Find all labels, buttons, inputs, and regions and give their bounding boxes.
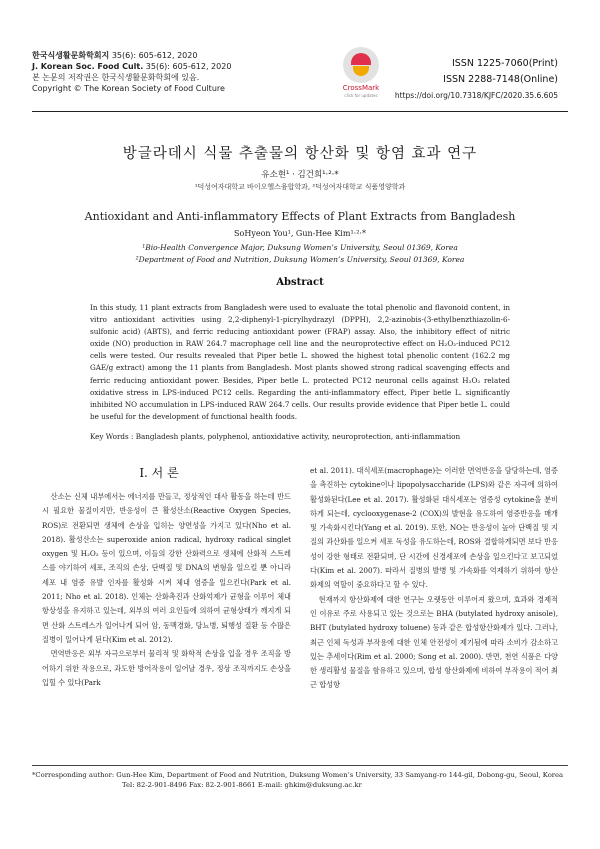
body-paragraph: et al. 2011). 대식세포(macrophage)는 이러한 면역반응을 담당하는데, 염증을 촉진하는 cytokine이나 lipopolysaccharide (LPS)와 같은 자극에 의하여 활성화된다(Lee et al. 2017). 활성화된 대식세포는 염증성 cytokine을 분비하게 되는데, cyclooxygenase-2 (COX)의 발현을 유도하여 염증반응을 매개 및 가속화시킨다(Yang et al. 2019). 또한, NO는 반응성이 높아 단백질 및 지질의 과산화를 일으켜 세포 독성을 유도하는데, ROS와 결합하게되면 보다 반응성이 강한 형태로 전환되며, 단 시간에 신경세포에 손상을 일으킨다고 보고되었다(Kim et al. 2007). 따라서 질병의 발병 및 가속화를 억제하기 위하여 항산화제의 역할이 중요하다고 할 수 있다. bbox=[310, 466, 558, 590]
affiliation-en-1: ¹Bio-Health Convergence Major, Duksung Women’s University, Seoul 01369, Korea bbox=[142, 243, 458, 252]
authors-ko: 유소현¹ · 김건희¹·²·* bbox=[261, 170, 339, 180]
title-ko: 방글라데시 식물 추출물의 항산화 및 항염 효과 연구 bbox=[122, 146, 478, 162]
authors-en: SoHyeon You¹, Gun-Hee Kim¹·²·* bbox=[234, 229, 366, 238]
issn-block bbox=[443, 56, 558, 88]
body-paragraph: 현재까지 항산화제에 대한 연구는 오랫동안 이루어져 왔으며, 효과와 경제적인 이유로 주로 사용되고 있는 것으로는 BHA (butylated hydroxy anisole), BHT (butylated hydroxy toluene) 등과 같은 합성항산화제가 있다. 그러나, 최근 인체 독성과 부작용에 대한 인체 안전성이 제기됨에 따라 소비가 감소하고 있는 추세이다(Rim et al. 2000; Song et al. 2000). 반면, 천연 식품은 다양한 생리활성 물질을 함유하고 있으며, 합성 항산화제에 비하여 부작용이 적어 최근 합성항 bbox=[310, 594, 558, 690]
corresponding-footnote bbox=[32, 770, 568, 790]
license-ko: 본 논문의 저작권은 한국식생활문화학회에 있음. bbox=[32, 73, 200, 82]
journal-header bbox=[32, 50, 292, 94]
abstract-text: In this study, 11 plant extracts from Bangladesh were used to evaluate the total phenolic and flavonoid content, in vitro antioxidant activities using 2,2-diphenyl-1-picrylhydrazyl (DPPH), 2,2-azinobis-(3-ethylbenzthiazolin-6-sulfonic acid) (ABTS), and ferric reducing antioxidant power (FRAP) assay. Also, the inhibitory effect of nitric oxide (NO) production in RAW 264.7 macrophage cell line and the neuroprotective effect on H₂O₂-induced PC12 cells were tested. Our results revealed that Piper betle L. showed the highest total phenolic content (162.2 mg GAE/g extract) among the 11 plants from Bangladesh. Most plants showed strong radical scavenging effects and ferric reducing antioxidant power. Besides, Piper betle L. protected PC12 neuronal cells against H₂O₂ related oxidative stress in LPS-induced PC12 cells. Regarding the anti-inflammatory effect, Piper betle L. significantly inhibited NO accumulation in LPS-induced RAW 264.7 cells. Our results provide evidence that Piper betle L. could be useful for the development of functional health foods. bbox=[90, 303, 510, 421]
keywords: Key Words : Bangladesh plants, polyphenol, antioxidative activity, neuroprotection, anti-inflammation bbox=[90, 432, 461, 441]
crossmark-label[interactable]: CrossMark bbox=[342, 84, 380, 92]
journal-name-en: J. Korean Soc. Food Cult. bbox=[32, 62, 144, 71]
body-column-left bbox=[42, 490, 291, 690]
journal-cite-en: 35(6): 605-612, 2020 bbox=[143, 62, 232, 71]
issn-online: ISSN 2288-7148(Online) bbox=[443, 74, 558, 85]
affiliation-en-2: ²Department of Food and Nutrition, Duksung Women’s University, Seoul 01369, Korea bbox=[135, 255, 465, 264]
doi-link[interactable]: https://doi.org/10.7318/KJFC/2020.35.6.605 bbox=[394, 91, 558, 100]
footnote-rule bbox=[32, 765, 568, 766]
affiliation-ko: ¹덕성여자대학교 바이오헬스융합학과, ²덕성여자대학교 식품영양학과 bbox=[194, 183, 406, 191]
body-paragraph: 면역반응은 외부 자극으로부터 물리적 및 화학적 손상을 입을 경우 조직을 방어하기 위한 작용으로, 과도한 방어작용이 일어날 경우, 정상 조직까지도 손상을 입힐 수 있다(Park bbox=[42, 649, 291, 687]
abstract-heading: Abstract bbox=[276, 277, 324, 288]
footnote-author: *Corresponding author: Gun-Hee Kim, Department of Food and Nutrition, Duksung Women’s University, 33 Samyang-ro 144-gil, Dobong-gu, Seoul, Korea bbox=[32, 771, 564, 779]
header-rule bbox=[32, 111, 568, 112]
crossmark-sub[interactable]: click for updates bbox=[344, 93, 378, 98]
journal-name-ko: 한국식생활문화학회지 bbox=[32, 51, 110, 60]
issn-print: ISSN 1225-7060(Print) bbox=[451, 58, 558, 69]
body-paragraph: 산소는 신체 내부에서는 에너지를 만들고, 정상적인 대사 활동을 하는데 반드시 필요한 물질이지만, 반응성이 큰 활성산소(Reactive Oxygen Species, ROS)로 전환되면 생체에 손상을 입히는 양면성을 가지고 있다(Nho et al. 2018). 활성산소는 superoxide anion radical, hydroxy radical singlet oxygen 및 H₂O₂ 등이 있으며, 이들의 강한 산화력으로 생체에 산화적 스트레스를 야기하여 세포, 조직의 손상, 단백질 및 DNA의 변형을 일으킬 뿐 아니라 세포 내 염증 유발 인자를 활성화 시켜 체내 염증을 일으킨다(Park et al. 2011; Nho et al. 2018). 인체는 산화촉진과 산화억제가 균형을 이루어 체내 항상성을 유지하고 있는데, 외부의 여러 요인들에 의하여 균형상태가 깨지게 되면 산화 스트레스가 일어나게 되어 암, 동맥경화, 당뇨병, 퇴행성 질환 등 수많은 질병이 일어나게 된다(Kim et al. 2012). bbox=[42, 492, 291, 644]
section-heading-intro: Ⅰ. 서 론 bbox=[139, 466, 179, 480]
footnote-contact: Tel: 82-2-901-8496 Fax: 82-2-901-8661 E-mail: ghkim@duksung.ac.kr bbox=[122, 781, 362, 789]
copyright: Copyright © The Korean Society of Food Culture bbox=[32, 84, 225, 93]
crossmark-icon[interactable] bbox=[343, 47, 379, 83]
title-en: Antioxidant and Anti-inflammatory Effects of Plant Extracts from Bangladesh bbox=[84, 210, 516, 223]
body-column-right bbox=[310, 464, 558, 693]
journal-cite-ko: 35(6): 605-612, 2020 bbox=[109, 51, 198, 60]
affiliation-en bbox=[32, 242, 568, 266]
